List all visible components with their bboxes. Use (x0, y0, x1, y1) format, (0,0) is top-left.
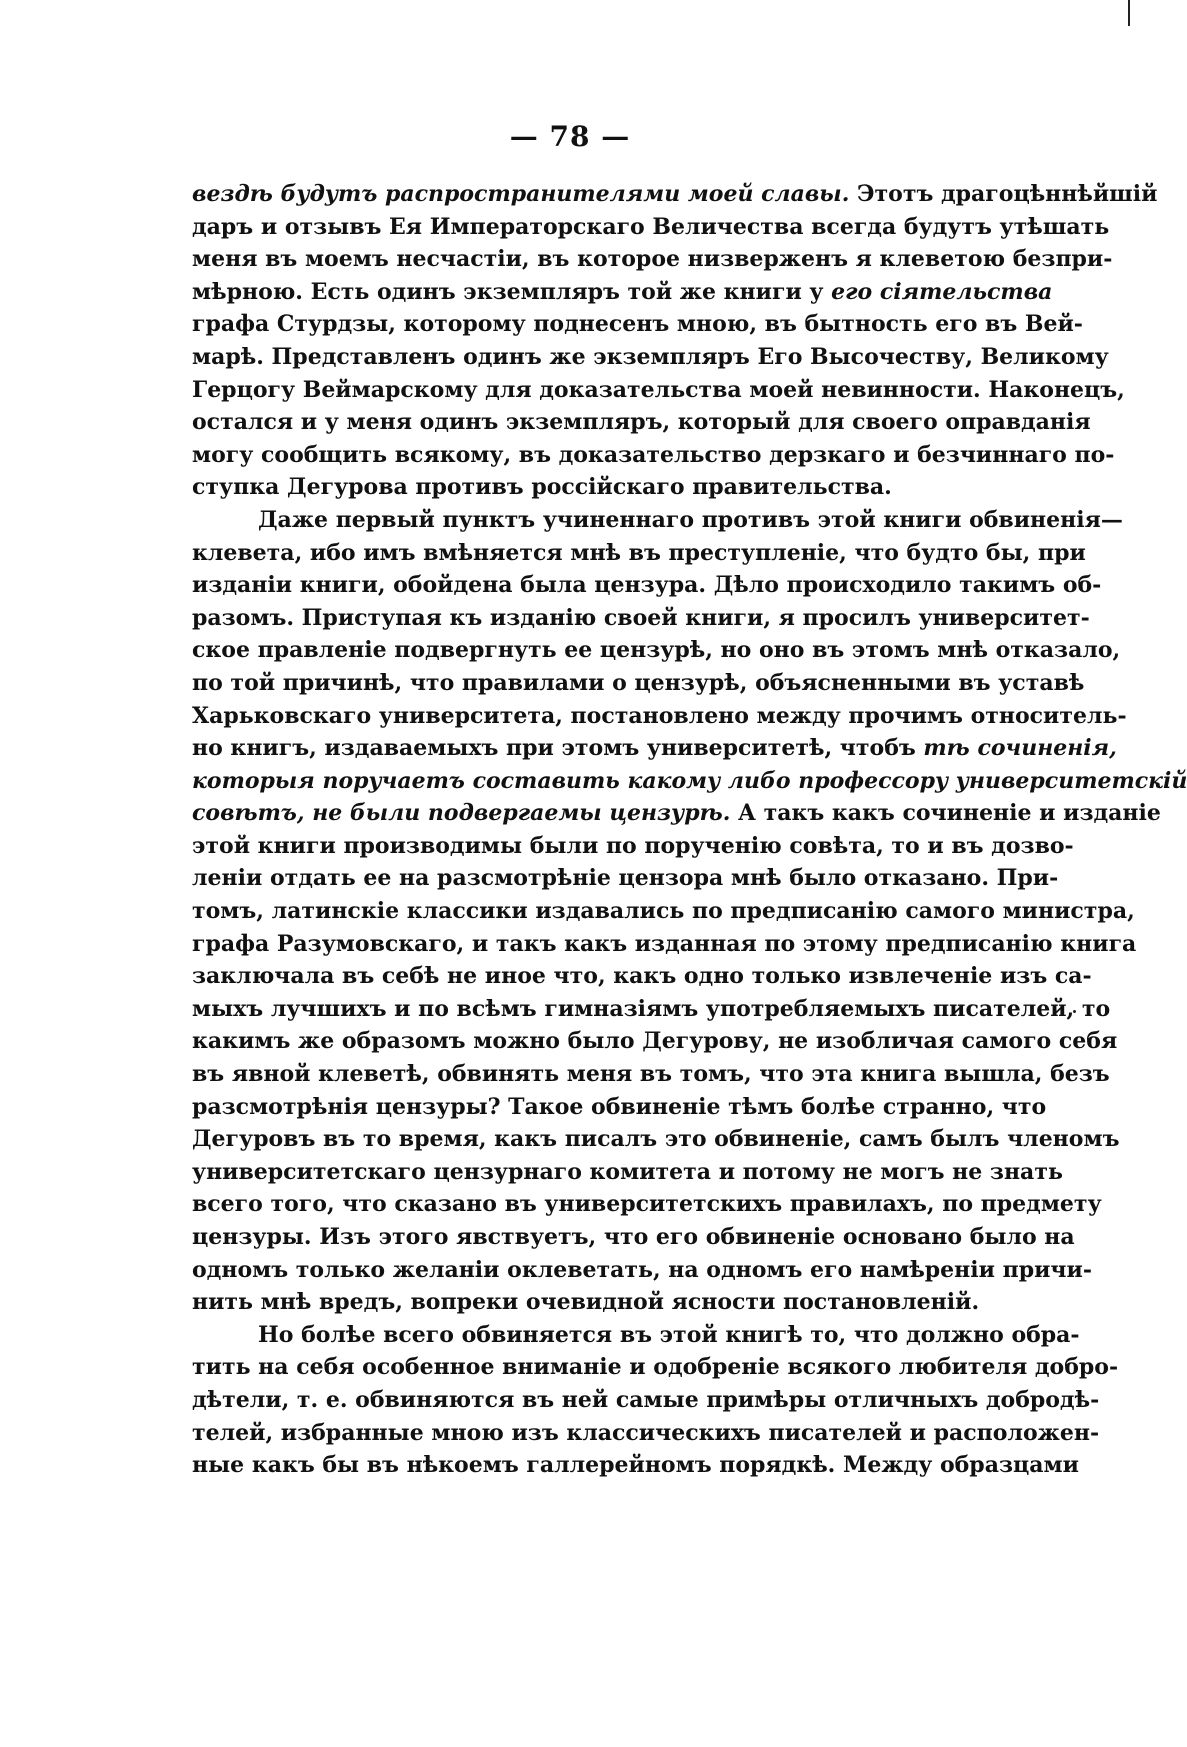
paragraph (192, 1319, 1119, 1482)
italic-text: вездѣ будутъ распространителями моей славы. (192, 181, 850, 207)
text-line (192, 928, 1137, 961)
text-line (192, 569, 1102, 602)
text-run: Герцогу Веймарскому для доказательства моей невинности. Наконецъ, (192, 376, 1125, 403)
text-line (192, 732, 1117, 765)
italic-text: которыя поручаетъ составить какому либо профессору университетскій (192, 767, 1187, 794)
text-run: разомъ. Приступая къ изданію своей книги, я просилъ университет- (192, 604, 1090, 631)
text-line (192, 439, 1115, 472)
text-line (192, 1123, 1120, 1156)
text-line (192, 895, 1135, 928)
text-run: ское правленіе подвергнуть ее цензурѣ, но оно въ этомъ мнѣ отказало, (192, 637, 1121, 664)
text-run: заключала въ себѣ не иное что, какъ одно только извлеченіе изъ са- (192, 963, 1092, 990)
text-line (192, 308, 1083, 341)
text-run: ные какъ бы въ нѣкоемъ галлерейномъ порядкѣ. Между образцами (192, 1452, 1079, 1479)
text-run: томъ, латинскіе классики издавались по предписанію самого министра, (192, 898, 1135, 925)
text-run: Даже первый пунктъ учиненнаго противъ этой книги обвиненія— (258, 506, 1123, 533)
text-run: одномъ только желаніи оклеветать, на одномъ его намѣреніи причи- (192, 1256, 1092, 1283)
text-run: цензуры. Изъ этого явствуетъ, что его обвиненіе основано было на (192, 1224, 1075, 1250)
italic-text: его сіятельства (831, 278, 1053, 305)
text-line (192, 1449, 1079, 1482)
text-line (192, 993, 1111, 1026)
text-run: ступка Дегурова противъ россійскаго правительства. (192, 474, 892, 501)
text-run: даръ и отзывъ Ея Императорскаго Величества всегда будутъ утѣшать (192, 213, 1110, 240)
text-line (192, 1384, 1100, 1417)
scan-edge-mark (1128, 0, 1130, 26)
text-line (192, 797, 1161, 830)
text-line (192, 1351, 1119, 1384)
text-line (192, 1058, 1110, 1091)
text-run: графа Разумовскаго, и такъ какъ изданная по этому предписанію книга (192, 930, 1137, 957)
text-line (192, 667, 1085, 700)
text-line (192, 276, 1053, 309)
text-run: тить на себя особенное вниманіе и одобреніе всякого любителя добро- (192, 1354, 1119, 1381)
text-run: графа Стурдзы, которому поднесенъ мною, въ бытность его въ Вей- (192, 311, 1083, 338)
text-run: Дегуровъ въ то время, какъ писалъ это обвиненіе, самъ былъ членомъ (192, 1126, 1120, 1153)
text-line (192, 700, 1127, 733)
text-line (192, 1091, 1047, 1124)
text-run: университетскаго цензурнаго комитета и потому не могъ не знать (192, 1158, 1063, 1185)
text-run: меня въ моемъ несчастіи, въ которое низверженъ я клеветою безпри- (192, 246, 1113, 273)
text-line (192, 960, 1092, 993)
paragraph (192, 178, 1158, 504)
text-line (192, 830, 1074, 863)
text-run: могу сообщить всякому, въ доказательство дерзкаго и безчиннаго по- (192, 441, 1115, 468)
text-run: мыхъ лучшихъ и по всѣмъ гимназіямъ употребляемыхъ писателей, то (192, 995, 1111, 1022)
text-run: Но болѣе всего обвиняется въ этой книгѣ то, что должно обра- (258, 1321, 1080, 1348)
italic-text: тѣ сочиненія, (923, 735, 1117, 762)
text-run: Харьковскаго университета, постановлено между прочимъ относитель- (192, 702, 1127, 729)
text-run: Этотъ драгоцѣннѣйшій (849, 181, 1158, 207)
text-run: мѣрною. Есть одинъ экземпляръ той же книги у (192, 278, 832, 305)
text-run: изданіи книги, обойдена была цензура. Дѣло происходило такимъ об- (192, 572, 1102, 599)
text-line (192, 1254, 1092, 1287)
text-run: клевета, ибо имъ вмѣняется мнѣ въ преступленіе, что будто бы, при (192, 539, 1086, 566)
text-line (192, 1188, 1102, 1221)
text-run: леніи отдать ее на разсмотрѣніе цензора мнѣ было отказано. При- (192, 865, 1059, 892)
text-run: этой книги производимы были по порученію совѣта, то и въ дозво- (192, 832, 1074, 859)
text-line (192, 602, 1090, 635)
text-run: дѣтели, т. е. обвиняются въ ней самые примѣры отличныхъ добродѣ- (192, 1386, 1100, 1413)
text-line (192, 1025, 1118, 1058)
text-line (192, 243, 1113, 276)
text-line (192, 341, 1109, 374)
text-run: нить мнѣ вредъ, вопреки очевидной ясности постановленій. (192, 1289, 980, 1316)
text-line (192, 1221, 1075, 1254)
text-line (192, 765, 1187, 798)
text-line (192, 1319, 1080, 1352)
text-line (192, 211, 1110, 244)
text-run: въ явной клеветѣ, обвинять меня въ томъ, что эта книга вышла, безъ (192, 1061, 1110, 1088)
text-run: по той причинѣ, что правилами о цензурѣ, объясненными въ уставѣ (192, 669, 1085, 696)
body-text (192, 178, 1187, 1482)
text-run: марѣ. Представленъ одинъ же экземпляръ Его Высочеству, Великому (192, 343, 1109, 370)
text-run: но книгъ, издаваемыхъ при этомъ университетѣ, чтобъ (192, 735, 924, 762)
text-line (192, 504, 1123, 537)
text-line (192, 1156, 1063, 1189)
text-line (192, 634, 1121, 667)
text-line (192, 1417, 1100, 1450)
text-line (192, 471, 1032, 504)
text-run: всего того, что сказано въ университетскихъ правилахъ, по предмету (192, 1191, 1102, 1218)
text-run: разсмотрѣнія цензуры? Такое обвиненіе тѣмъ болѣе странно, что (192, 1093, 1047, 1120)
text-run: остался и у меня одинъ экземпляръ, который для своего оправданія (192, 409, 1091, 436)
text-run: какимъ же образомъ можно было Дегурову, не изобличая самого себя (192, 1028, 1118, 1055)
text-line (192, 406, 1091, 439)
text-line (192, 1286, 1032, 1319)
text-line (192, 374, 1125, 407)
italic-text: совѣтъ, не были подвергаемы цензурѣ. (192, 800, 731, 827)
text-run: телей, избранные мною изъ классическихъ писателей и расположен- (192, 1419, 1100, 1446)
text-line (192, 862, 1059, 895)
text-line (192, 537, 1086, 570)
paragraph (192, 504, 1187, 1319)
text-run: А такъ какъ сочиненіе и изданіе (730, 800, 1161, 827)
text-line (192, 178, 1158, 211)
page-number: — 78 — (509, 120, 631, 153)
